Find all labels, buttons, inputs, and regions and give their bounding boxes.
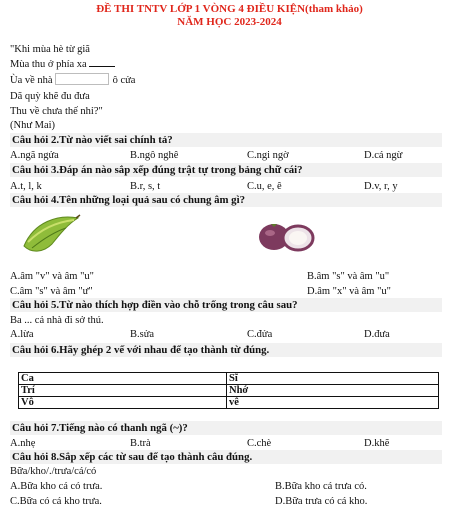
- match-left-cell[interactable]: Vô: [19, 397, 227, 409]
- question-4-title: Câu hỏi 4.Tên những loại quả sau có chung âm gì?: [10, 193, 442, 207]
- poem-line-2: Mùa thu ở phía xa: [10, 58, 115, 71]
- q7-option-a[interactable]: A.nhẹ: [10, 438, 36, 449]
- poem-line-3: Ùa về nhà ô cửa: [10, 75, 136, 86]
- question-8-title: Câu hỏi 8.Sắp xếp các từ sau để tạo thành câu đúng.: [10, 450, 442, 464]
- q5-sentence: Ba ... cả nhà đi sở thú.: [10, 315, 104, 326]
- q7-option-d[interactable]: D.khẽ: [364, 438, 390, 449]
- match-right-cell[interactable]: vê: [227, 397, 439, 409]
- q3-option-a[interactable]: A.t, l, k: [10, 181, 42, 192]
- match-left-cell[interactable]: Trí: [19, 385, 227, 397]
- q2-option-c[interactable]: C.ngi ngờ: [247, 150, 289, 161]
- question-6-title: Câu hỏi 6.Hãy ghép 2 vế với nhau để tạo thành từ đúng.: [10, 343, 442, 357]
- table-row: [19, 397, 439, 409]
- q3-option-b[interactable]: B.r, s, t: [130, 181, 161, 192]
- q2-option-b[interactable]: B.ngô nghê: [130, 150, 179, 161]
- q4-option-c[interactable]: C.âm "s" và âm "ư": [10, 286, 93, 297]
- q5-option-c[interactable]: C.đửa: [247, 329, 273, 340]
- q5-option-d[interactable]: D.đưa: [364, 329, 390, 340]
- match-right-cell[interactable]: Nhớ: [227, 385, 439, 397]
- matching-table: [18, 372, 439, 409]
- q3-option-d[interactable]: D.v, r, y: [364, 181, 398, 192]
- q8-option-a[interactable]: A.Bữa kho cá có trưa.: [10, 481, 103, 492]
- poem-blank-box[interactable]: [55, 73, 109, 85]
- q5-option-b[interactable]: B.sửa: [130, 329, 155, 340]
- q4-option-a[interactable]: A.âm "v" và âm "u": [10, 271, 94, 282]
- match-right-cell[interactable]: Sĩ: [227, 373, 439, 385]
- q8-option-c[interactable]: C.Bữa có cá kho trưa.: [10, 496, 102, 507]
- q4-option-b[interactable]: B.âm "s" và âm "u": [307, 271, 390, 282]
- poem-underline: [89, 58, 115, 67]
- question-3-title: Câu hỏi 3.Đáp án nào sắp xếp đúng trật tự trong bảng chữ cái?: [10, 163, 442, 177]
- starfruit-image: [20, 212, 82, 256]
- q8-option-d[interactable]: D.Bữa trưa có cá kho.: [275, 496, 368, 507]
- exam-title: ĐỀ THI TNTV LỚP 1 VÒNG 4 ĐIỀU KIỆN(tham khảo): [96, 3, 363, 15]
- table-row: [19, 385, 439, 397]
- question-7-title: Câu hỏi 7.Tiếng nào có thanh ngã (~)?: [10, 421, 442, 435]
- poem-line-4: Dã quỳ khẽ đu đưa: [10, 91, 90, 102]
- mangosteen-image: [253, 218, 319, 252]
- q7-option-c[interactable]: C.chè: [247, 438, 272, 449]
- exam-year: NĂM HỌC 2023-2024: [177, 16, 282, 28]
- q2-option-d[interactable]: D.cá ngừ: [364, 150, 403, 161]
- q4-option-d[interactable]: D.âm "x" và âm "u": [307, 286, 391, 297]
- q7-option-b[interactable]: B.trà: [130, 438, 151, 449]
- q3-option-c[interactable]: C.u, e, ê: [247, 181, 282, 192]
- question-2-title: Câu hỏi 2.Từ nào viết sai chính tả?: [10, 133, 442, 147]
- q8-words: Bữa/kho/./trưa/cá/có: [10, 466, 97, 477]
- q8-option-b[interactable]: B.Bữa kho cá trưa có.: [275, 481, 367, 492]
- q2-option-a[interactable]: A.ngã ngửa: [10, 150, 59, 161]
- q5-option-a[interactable]: A.lừa: [10, 329, 34, 340]
- poem-line-5: Thu về chưa thế nhỉ?": [10, 106, 103, 117]
- question-5-title: Câu hỏi 5.Từ nào thích hợp điền vào chỗ trống trong câu sau?: [10, 298, 442, 312]
- table-row: [19, 373, 439, 385]
- poem-line-1: "Khi mùa hè từ giã: [10, 44, 90, 55]
- match-left-cell[interactable]: Ca: [19, 373, 227, 385]
- poem-author: (Như Mai): [10, 120, 56, 131]
